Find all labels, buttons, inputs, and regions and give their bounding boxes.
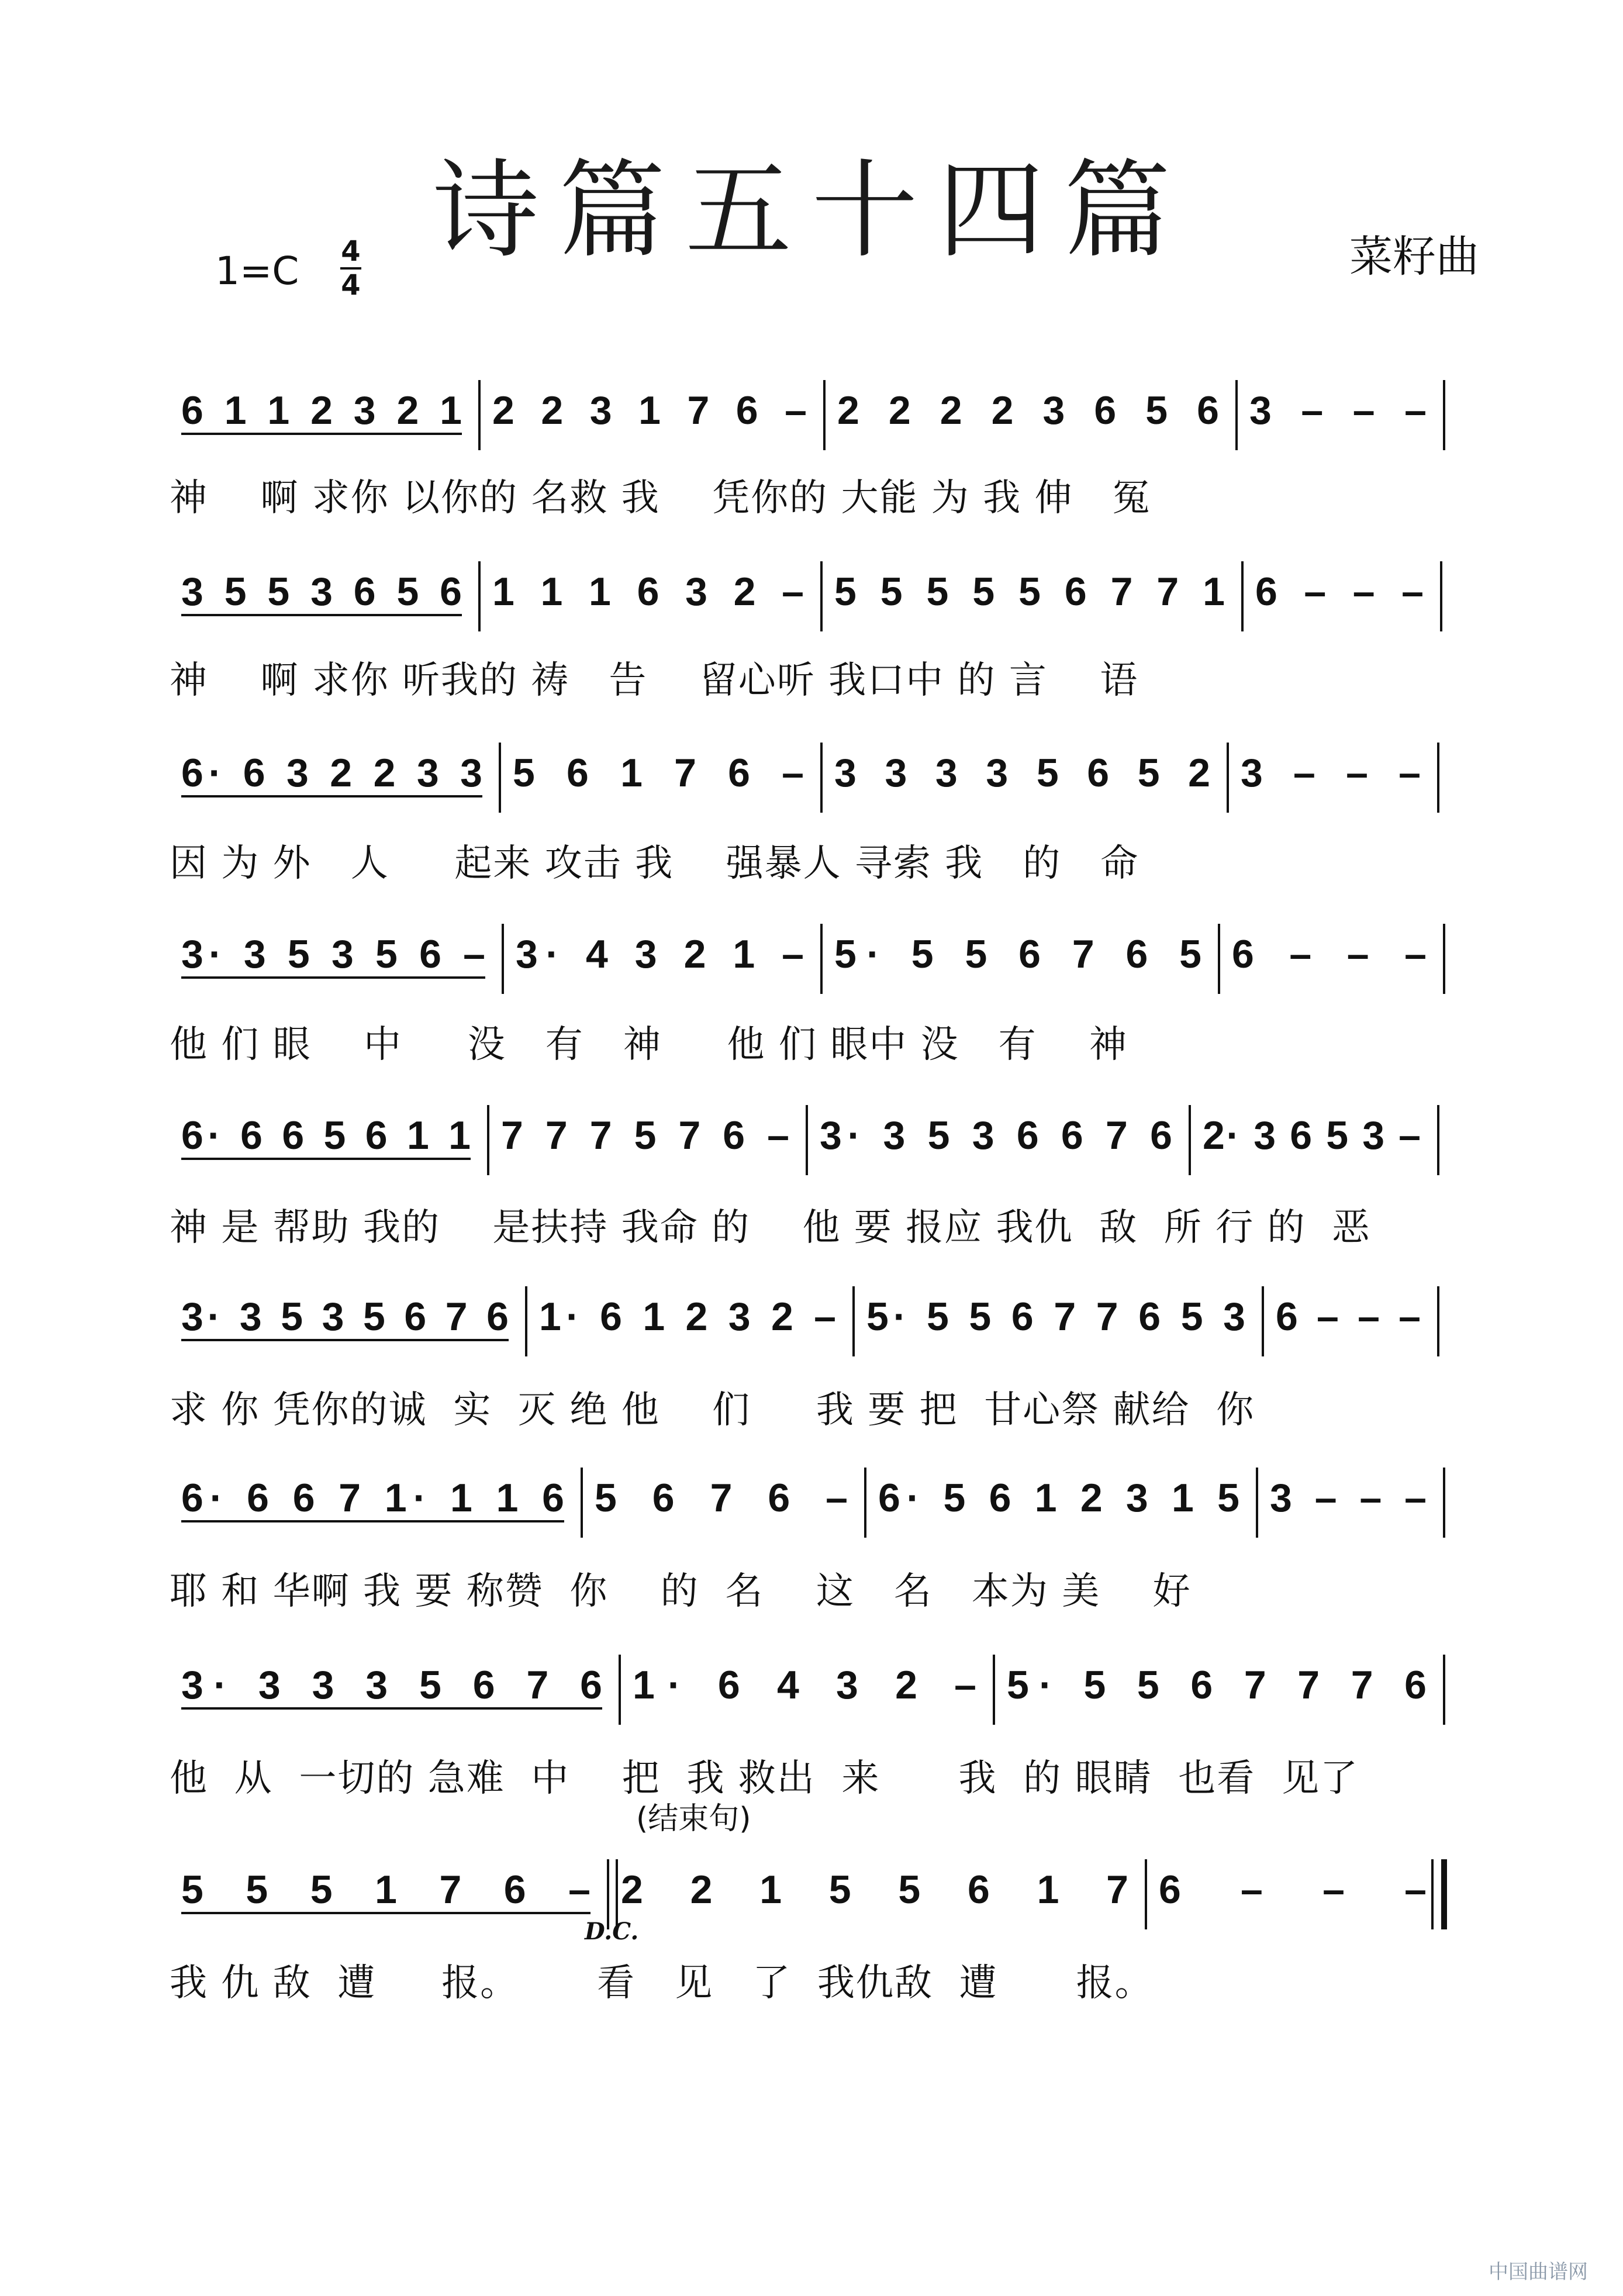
measure-notes: 7 7 7 5 7 6 –: [501, 1113, 789, 1158]
measure-notes: 3 – – –: [1241, 751, 1421, 795]
measure-notes: 3· 3 5 3 5 6 7 6: [181, 1294, 509, 1339]
measure-notes: 6· 6 3 2 2 3 3: [181, 751, 482, 795]
measure-notes: 2 2 1 5 5 6 1 7: [621, 1867, 1128, 1912]
measure-notes: 5 5 5 1 7 6 –: [181, 1867, 591, 1912]
measure-notes: 2· 3 6 5 3 –: [1203, 1113, 1421, 1158]
measure-notes: 3 – – –: [1249, 388, 1427, 433]
measure-notes: 3· 3 5 3 5 6 –: [181, 932, 485, 976]
measure-notes: 5 6 1 7 6 –: [513, 751, 804, 795]
composer-credit: 菜籽曲: [1349, 232, 1479, 282]
measure-notes: 3 – – –: [1270, 1476, 1427, 1520]
measure-notes: 5· 5 5 6 7 6 5: [834, 932, 1201, 976]
measure-notes: 6 – – –: [1255, 569, 1424, 614]
lyrics-line: 神 啊 求你 以你的 名救 我 凭你的 大能 为 我 伸 冤: [170, 477, 1151, 520]
measure-notes: 5 6 7 6 –: [595, 1476, 848, 1520]
watermark: 中国曲谱网: [1489, 2260, 1588, 2284]
lyrics-line: 他 们 眼 中 没 有 神 他 们 眼中 没 有 神: [170, 1023, 1128, 1066]
measure-notes: 5· 5 5 6 7 7 7 6: [1007, 1663, 1427, 1707]
measure-notes: 6· 5 6 1 2 3 1 5: [878, 1476, 1239, 1520]
measure-notes: 5 5 5 5 5 6 7 7 1: [834, 569, 1225, 614]
measure-notes: 6· 6 6 5 6 1 1: [181, 1113, 471, 1158]
lyrics-line: 因 为 外 人 起来 攻击 我 强暴人 寻索 我 的 命: [170, 842, 1139, 885]
measure-notes: 1 1 1 6 3 2 –: [492, 569, 804, 614]
key-signature: 1=C: [215, 248, 299, 294]
lyrics-line: 他 从 一切的 急难 中 把 我 救出 来 我 的 眼睛 也看 见了: [170, 1757, 1359, 1800]
page-title: 诗篇五十四篇: [433, 149, 1190, 272]
lyrics-line: 神 是 帮助 我的 是扶持 我命 的 他 要 报应 我仇 敌 所 行 的 恶: [170, 1206, 1371, 1249]
lyrics-line: 耶 和 华啊 我 要 称赞 你 的 名 这 名 本为 美 好: [170, 1570, 1192, 1613]
measure-notes: 6 – – –: [1159, 1867, 1427, 1912]
measure-notes: 3· 3 5 3 6 6 7 6: [820, 1113, 1172, 1158]
measure-notes: 6· 6 6 7 1· 1 1 6: [181, 1476, 564, 1520]
measure-notes: 3· 3 3 3 5 6 7 6: [181, 1663, 602, 1707]
measure-notes: 2 2 3 1 7 6 –: [492, 388, 807, 433]
measure-notes: 1· 6 4 3 2 –: [633, 1663, 976, 1707]
measure-notes: 6 – – –: [1276, 1294, 1421, 1339]
measure-notes: 5· 5 5 6 7 7 6 5 3: [866, 1294, 1245, 1339]
measure-notes: 3 5 5 3 6 5 6: [181, 569, 462, 614]
measure-notes: 3 3 3 3 5 6 5 2: [834, 751, 1210, 795]
measure-notes: 6 – – –: [1232, 932, 1427, 976]
measure-notes: 3· 4 3 2 1 –: [516, 932, 804, 976]
measure-notes: 2 2 2 2 3 6 5 6: [837, 388, 1219, 433]
measure-notes: 1· 6 1 2 3 2 –: [539, 1294, 836, 1339]
measure-notes: 6 1 1 2 3 2 1: [181, 388, 462, 433]
lyrics-line: 神 啊 求你 听我的 祷 告 留心听 我口中 的 言 语: [170, 659, 1139, 702]
lyrics-line: 我 仇 敌 遭 报。 看 见 了 我仇敌 遭 报。: [170, 1962, 1154, 2005]
time-denominator: 4: [341, 269, 361, 302]
time-numerator: 4: [341, 235, 361, 268]
lyrics-line: 求 你 凭你的诚 实 灭 绝 他 们 我 要 把 甘心祭 献给 你: [170, 1389, 1255, 1432]
ending-phrase-label: (结束句): [636, 1801, 751, 1836]
dc-marking: D.C.: [585, 1918, 639, 1945]
